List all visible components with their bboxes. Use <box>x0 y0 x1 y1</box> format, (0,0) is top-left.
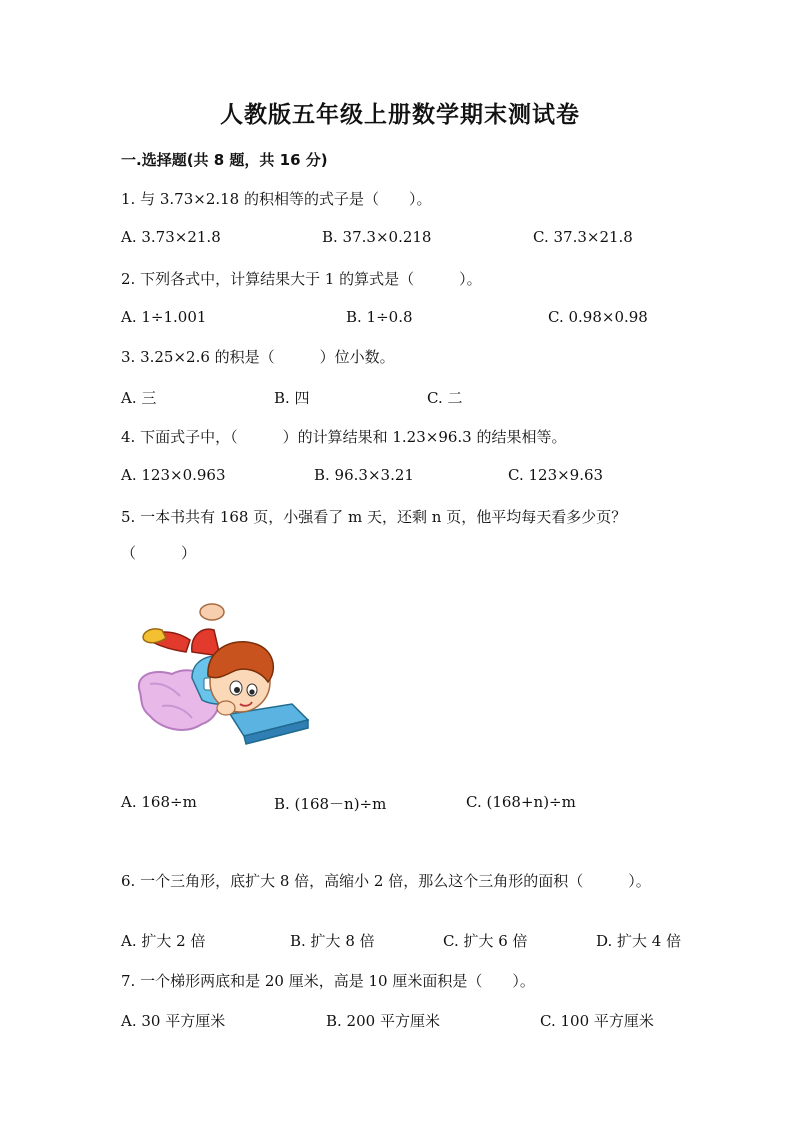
question-6-option-a: A. 扩大 2 倍 <box>121 932 206 950</box>
question-6-option-c: C. 扩大 6 倍 <box>443 932 528 950</box>
question-7-option-c: C. 100 平方厘米 <box>540 1012 654 1030</box>
question-4-option-b: B. 96.3×3.21 <box>314 466 414 484</box>
question-3-stem: 3. 3.25×2.6 的积是（ ）位小数。 <box>121 348 395 366</box>
question-2-stem: 2. 下列各式中，计算结果大于 1 的算式是（ ）。 <box>121 270 482 288</box>
question-1-option-c: C. 37.3×21.8 <box>533 228 633 246</box>
question-3-option-c: C. 二 <box>427 389 463 407</box>
question-6-option-d: D. 扩大 4 倍 <box>596 932 682 950</box>
question-1-option-a: A. 3.73×21.8 <box>121 228 221 246</box>
question-1-option-b: B. 37.3×0.218 <box>322 228 432 246</box>
question-1-stem: 1. 与 3.73×2.18 的积相等的式子是（ ）。 <box>121 190 432 208</box>
question-4-stem: 4. 下面式子中，（ ）的计算结果和 1.23×96.3 的结果相等。 <box>121 428 567 446</box>
question-7-option-b: B. 200 平方厘米 <box>326 1012 440 1030</box>
question-5-option-a: A. 168÷m <box>121 793 197 811</box>
child-reading-illustration <box>132 596 322 756</box>
question-4-option-c: C. 123×9.63 <box>508 466 604 484</box>
question-5-stem: 5. 一本书共有 168 页，小强看了 m 天，还剩 n 页，他平均每天看多少页？ <box>121 508 627 526</box>
question-6-option-b: B. 扩大 8 倍 <box>290 932 375 950</box>
question-5-option-b: B. (168－n)÷m <box>274 795 387 813</box>
question-5-answer-blank: （ ） <box>121 544 197 562</box>
question-2-option-b: B. 1÷0.8 <box>346 308 413 326</box>
section-heading: 一.选择题(共 8 题，共 16 分) <box>121 151 328 169</box>
question-6-stem: 6. 一个三角形，底扩大 8 倍，高缩小 2 倍，那么这个三角形的面积（ ）。 <box>121 872 651 890</box>
question-2-option-c: C. 0.98×0.98 <box>548 308 648 326</box>
question-5-option-c: C. (168+n)÷m <box>466 793 576 811</box>
question-3-option-a: A. 三 <box>121 389 157 407</box>
question-7-stem: 7. 一个梯形两底和是 20 厘米，高是 10 厘米面积是（ ）。 <box>121 972 535 990</box>
question-2-option-a: A. 1÷1.001 <box>121 308 207 326</box>
page-title: 人教版五年级上册数学期末测试卷 <box>220 102 580 128</box>
question-3-option-b: B. 四 <box>274 389 310 407</box>
question-4-option-a: A. 123×0.963 <box>121 466 226 484</box>
question-7-option-a: A. 30 平方厘米 <box>121 1012 226 1030</box>
